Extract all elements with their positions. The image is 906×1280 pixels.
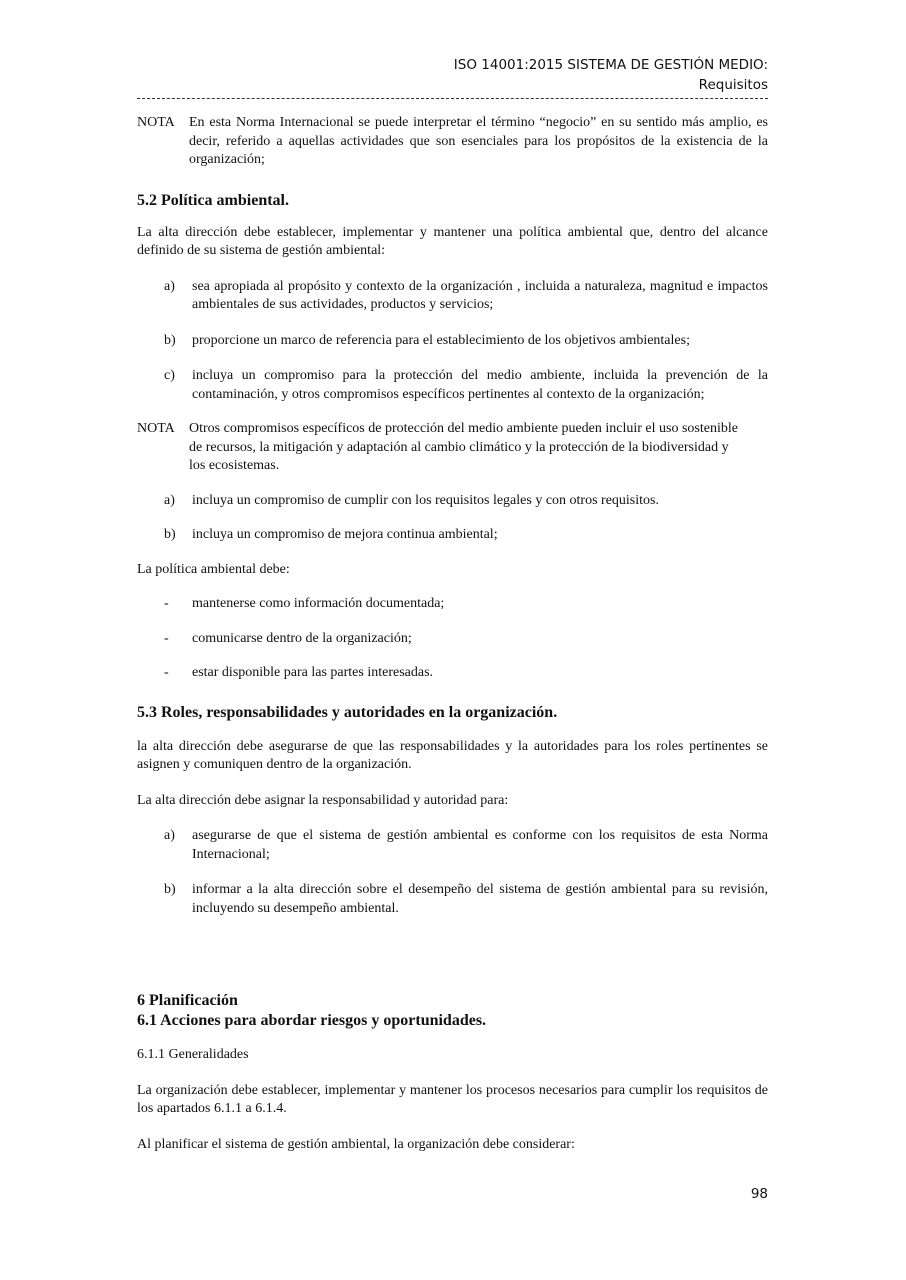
list-marker: b) <box>164 882 176 897</box>
header-subtitle: Requisitos <box>698 77 768 93</box>
note-text: Otros compromisos específicos de protección del medio ambiente pueden incluir el uso sostenible de recursos, la mitigación y adaptación al cambio climático y la protección de la biodiversidad y los ecosistemas. <box>189 421 738 473</box>
page-body <box>137 114 768 1154</box>
list-marker: b) <box>164 527 176 542</box>
list-marker: c) <box>164 368 175 383</box>
list-item <box>164 492 768 511</box>
list-marker: - <box>164 630 169 646</box>
list-marker: b) <box>164 332 176 348</box>
section-5-2-intro: La alta dirección debe establecer, implementar y mantener una política ambiental que, dentro del alcance definido de su sistema de gestión ambiental: <box>137 224 768 258</box>
list-item <box>164 595 768 614</box>
page-number: 98 <box>750 1186 768 1202</box>
list-item-text: incluya un compromiso para la protección del medio ambiente, incluida la prevención de la contaminación, y otros compromisos específicos pertinentes al contexto de la organización; <box>192 368 768 402</box>
list-item <box>164 827 768 864</box>
header-title: ISO 14001:2015 SISTEMA DE GESTIÓN MEDIO: <box>453 57 768 73</box>
section-5-3-heading: 5.3 Roles, responsabilidades y autoridades en la organización. <box>137 703 558 721</box>
list-item <box>164 278 768 315</box>
list-marker: - <box>164 596 169 611</box>
section-6-heading: 6 Planificación <box>137 992 238 1009</box>
section-6-1-1-paragraph: Al planificar el sistema de gestión ambiental, la organización debe considerar: <box>137 1136 575 1152</box>
policy-intro: La política ambiental debe: <box>137 561 290 577</box>
note-label: NOTA <box>137 115 175 130</box>
list-item-text: asegurarse de que el sistema de gestión ambiental es conforme con los requisitos de esta Norma Internacional; <box>192 828 768 862</box>
note-text: En esta Norma Internacional se puede interpretar el término “negocio” en su sentido más amplio, es decir, referido a aquellas actividades que son esenciales para los propósitos de la existencia de la organización; <box>189 115 768 167</box>
list-marker: a) <box>164 278 175 294</box>
list-marker: a) <box>164 828 175 843</box>
list-item-text: incluya un compromiso de mejora continua ambiental; <box>192 527 498 542</box>
section-6-1-heading: 6.1 Acciones para abordar riesgos y oportunidades. <box>137 1012 487 1029</box>
section-5-2-heading: 5.2 Política ambiental. <box>137 191 289 209</box>
section-5-3-paragraph: La alta dirección debe asignar la responsabilidad y autoridad para: <box>137 792 509 808</box>
list-item-text: informar a la alta dirección sobre el desempeño del sistema de gestión ambiental para su revisión, incluyendo su desempeño ambiental. <box>192 882 768 916</box>
list-item-text: comunicarse dentro de la organización; <box>192 630 412 646</box>
note-compromisos <box>137 420 768 476</box>
note-negocio <box>137 114 768 170</box>
list-item <box>164 332 768 351</box>
list-item-text: estar disponible para las partes interesadas. <box>192 665 434 680</box>
list-marker: a) <box>164 492 175 508</box>
note-label: NOTA <box>137 421 175 436</box>
list-item-text: mantenerse como información documentada; <box>192 596 445 611</box>
list-item-text: sea apropiada al propósito y contexto de la organización , incluida a naturaleza, magnitud e impactos ambientales de sus actividades, productos y servicios; <box>192 278 768 312</box>
header-divider <box>137 98 768 99</box>
list-item <box>164 630 768 649</box>
section-5-3-paragraph: la alta dirección debe asegurarse de que las responsabilidades y la autoridades para los roles pertinentes se asignen y comuniquen dentro de la organización. <box>137 738 768 772</box>
running-header <box>137 55 768 95</box>
list-item <box>164 526 768 545</box>
list-marker: - <box>164 665 169 680</box>
list-item <box>164 664 768 683</box>
subsection-6-1-1-heading: 6.1.1 Generalidades <box>137 1047 249 1062</box>
list-item <box>164 881 768 918</box>
list-item <box>164 367 768 404</box>
section-6-1-1-paragraph: La organización debe establecer, implementar y mantener los procesos necesarios para cumplir los requisitos de los apartados 6.1.1 a 6.1.4. <box>137 1082 768 1116</box>
list-item-text: incluya un compromiso de cumplir con los requisitos legales y con otros requisitos. <box>192 492 659 508</box>
list-item-text: proporcione un marco de referencia para el establecimiento de los objetivos ambientales; <box>192 332 690 348</box>
